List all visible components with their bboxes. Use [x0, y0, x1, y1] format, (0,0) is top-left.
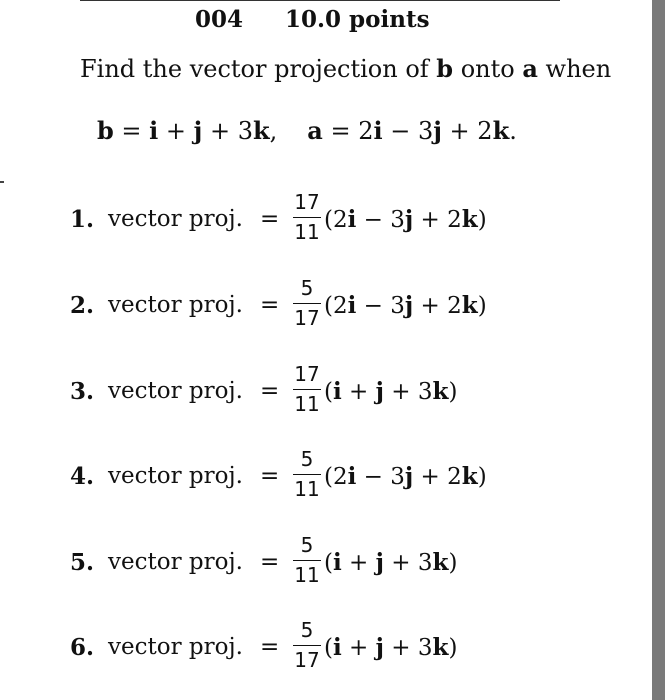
option-expression: (2i − 3j + 2k) — [324, 292, 487, 319]
answer-option-1[interactable] — [70, 190, 630, 250]
fraction-denominator: 11 — [294, 220, 320, 244]
fraction-bar — [293, 474, 321, 475]
fraction-denominator: 17 — [294, 306, 320, 330]
option-number: 4. — [70, 463, 95, 490]
problem-number: 004 — [195, 6, 244, 33]
fraction-bar — [293, 389, 321, 390]
fraction-denominator: 11 — [294, 477, 320, 501]
b-vector-definition: b = i + j + 3k, — [97, 116, 278, 145]
equals-sign: = — [260, 634, 280, 660]
answer-option-5[interactable] — [70, 533, 630, 593]
option-number: 5. — [70, 549, 95, 576]
question-text: Find the vector projection of b onto a when — [80, 54, 612, 83]
a-symbol: a — [522, 54, 538, 83]
equals-sign: = — [260, 292, 280, 318]
option-expression: (i + j + 3k) — [324, 634, 458, 661]
option-number: 1. — [70, 206, 95, 233]
fraction-denominator: 11 — [294, 392, 320, 416]
option-label: vector proj. — [108, 292, 243, 318]
answer-option-4[interactable] — [70, 447, 630, 507]
margin-mark — [0, 181, 4, 183]
page-edge-bar — [652, 0, 665, 700]
fraction — [292, 362, 322, 416]
fraction — [292, 276, 322, 330]
option-expression: (i + j + 3k) — [324, 378, 458, 405]
option-number: 6. — [70, 634, 95, 661]
option-number: 2. — [70, 292, 95, 319]
option-number: 3. — [70, 378, 95, 405]
fraction-numerator: 5 — [300, 447, 314, 471]
equals-sign: = — [260, 378, 280, 404]
option-label: vector proj. — [108, 463, 243, 489]
option-label: vector proj. — [108, 634, 243, 660]
top-rule — [80, 0, 560, 1]
equals-sign: = — [260, 549, 280, 575]
equals-sign: = — [260, 463, 280, 489]
equals-sign: = — [260, 206, 280, 232]
problem-points: 10.0 points — [285, 6, 430, 33]
answer-option-6[interactable] — [70, 618, 630, 678]
fraction — [292, 618, 322, 672]
option-label: vector proj. — [108, 206, 243, 232]
fraction-bar — [293, 303, 321, 304]
answer-option-2[interactable] — [70, 276, 630, 336]
a-vector-definition: a = 2i − 3j + 2k. — [307, 116, 517, 145]
option-expression: (i + j + 3k) — [324, 549, 458, 576]
fraction-bar — [293, 217, 321, 218]
fraction — [292, 190, 322, 244]
option-label: vector proj. — [108, 378, 243, 404]
fraction-denominator: 11 — [294, 563, 320, 587]
fraction-numerator: 5 — [300, 533, 314, 557]
b-symbol: b — [436, 54, 454, 83]
fraction-numerator: 5 — [300, 618, 314, 642]
answer-option-3[interactable] — [70, 362, 630, 422]
fraction — [292, 533, 322, 587]
problem-header — [195, 6, 430, 33]
option-label: vector proj. — [108, 549, 243, 575]
given-vectors — [97, 116, 517, 145]
fraction-bar — [293, 645, 321, 646]
fraction-numerator: 5 — [300, 276, 314, 300]
fraction-numerator: 17 — [294, 362, 320, 386]
fraction-numerator: 17 — [294, 190, 320, 214]
fraction-denominator: 17 — [294, 648, 320, 672]
option-expression: (2i − 3j + 2k) — [324, 463, 487, 490]
fraction — [292, 447, 322, 501]
fraction-bar — [293, 560, 321, 561]
option-expression: (2i − 3j + 2k) — [324, 206, 487, 233]
